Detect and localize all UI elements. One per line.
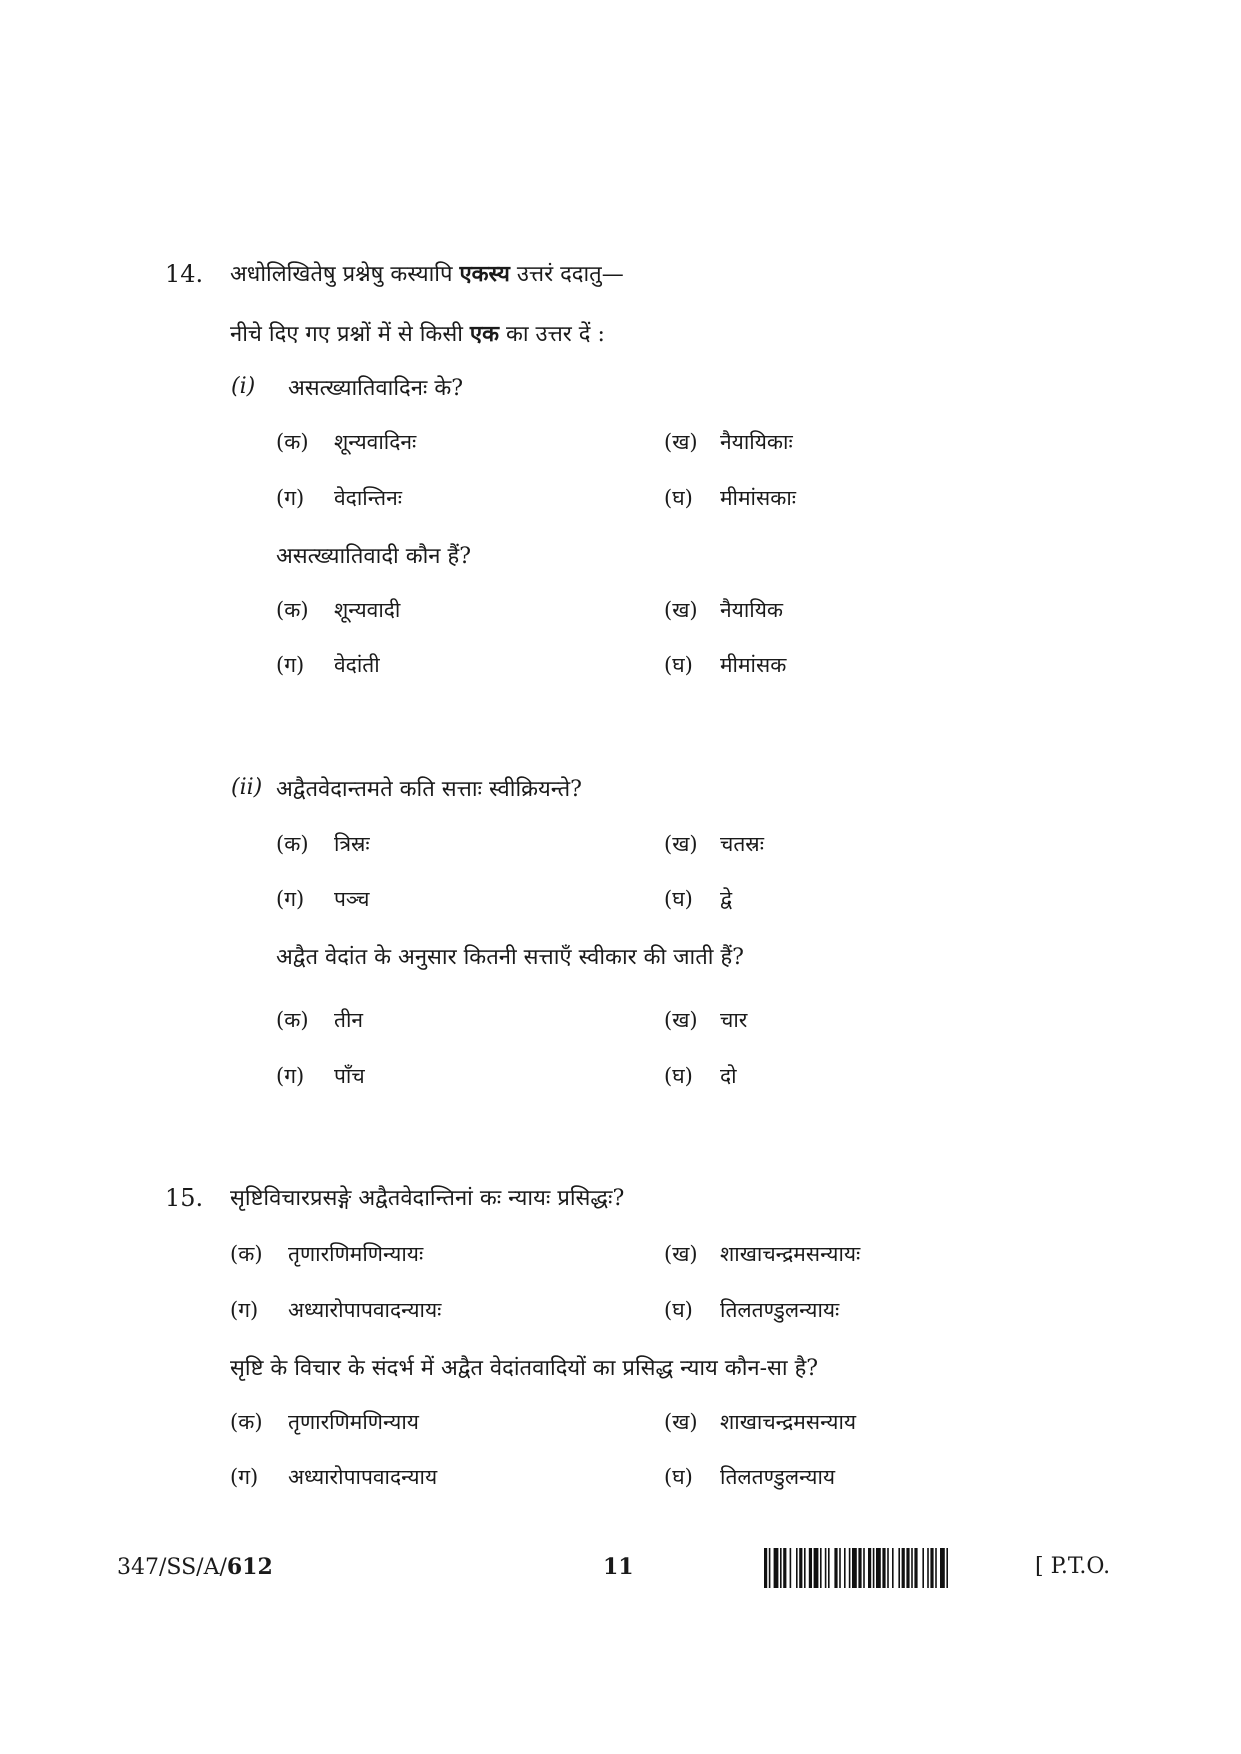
option-key: (क) (276, 832, 309, 856)
option-key: (घ) (664, 486, 693, 510)
option-text: मीमांसक (720, 653, 787, 677)
option-text: दो (720, 1064, 737, 1088)
question-14-number: 14. (165, 260, 204, 288)
option-key: (ख) (664, 1410, 698, 1434)
instruction-hi-bold: एक (469, 321, 499, 347)
option-text: शून्यवादिनः (334, 430, 417, 454)
option-text: नैयायिकाः (720, 430, 793, 454)
subquestion-ii-sanskrit: अद्वैतवेदान्तमते कति सत्ताः स्वीक्रियन्ते? (276, 777, 582, 802)
subquestion-i-label: (i) (231, 374, 256, 399)
instruction-sa-pre: अधोलिखितेषु प्रश्नेषु कस्यापि (230, 262, 460, 287)
option-text: चतस्रः (720, 832, 764, 856)
question-15-sanskrit: सृष्टिविचारप्रसङ्गे अद्वैतवेदान्तिनां कः न्यायः प्रसिद्धः? (230, 1186, 625, 1211)
subquestion-ii-label: (ii) (231, 775, 263, 800)
option-text: तृणारणिमणिन्यायः (288, 1242, 424, 1266)
option-text: पञ्च (334, 887, 370, 911)
question-15-number: 15. (165, 1184, 204, 1212)
option-text: तीन (334, 1008, 364, 1032)
option-text: पाँच (334, 1064, 365, 1088)
option-key: (क) (230, 1410, 263, 1434)
option-key: (ख) (664, 1008, 698, 1032)
subquestion-ii-hindi: अद्वैत वेदांत के अनुसार कितनी सत्ताएँ स्वीकार की जाती हैं? (276, 945, 744, 970)
page-number: 11 (603, 1554, 634, 1580)
option-text: शाखाचन्द्रमसन्यायः (720, 1242, 861, 1266)
option-key: (क) (230, 1242, 263, 1266)
instruction-sa-post: उत्तरं ददातु— (509, 262, 624, 287)
option-key: (घ) (664, 887, 693, 911)
paper-code (117, 1554, 273, 1580)
option-key: (ख) (664, 1242, 698, 1266)
option-text: तृणारणिमणिन्याय (288, 1410, 419, 1434)
question-15-hindi: सृष्टि के विचार के संदर्भ में अद्वैत वेदांतवादियों का प्रसिद्ध न्याय कौन-सा है? (230, 1356, 819, 1381)
option-text: नैयायिक (720, 598, 784, 622)
option-text: वेदान्तिनः (334, 486, 403, 510)
option-key: (ख) (664, 832, 698, 856)
option-key: (घ) (664, 653, 693, 677)
paper-code-prefix: 347/SS/A/ (117, 1555, 227, 1580)
option-key: (ग) (276, 887, 305, 911)
instruction-sa-bold: एकस्य (459, 261, 510, 287)
option-key: (क) (276, 430, 309, 454)
option-key: (घ) (664, 1298, 693, 1322)
option-key: (ग) (276, 486, 305, 510)
option-key: (ग) (276, 1064, 305, 1088)
question-14-instruction-sanskrit (230, 258, 624, 288)
option-text: वेदांती (334, 653, 380, 677)
option-text: शून्यवादी (334, 598, 401, 622)
option-key: (घ) (664, 1064, 693, 1088)
option-key: (ग) (230, 1465, 259, 1489)
subquestion-i-hindi: असत्ख्यातिवादी कौन हैं? (276, 544, 471, 569)
option-text: शाखाचन्द्रमसन्याय (720, 1410, 857, 1434)
option-text: मीमांसकाः (720, 486, 796, 510)
instruction-hi-post: का उत्तर दें : (498, 322, 605, 347)
option-text: तिलतण्डुलन्याय (720, 1465, 836, 1489)
option-key: (ख) (664, 430, 698, 454)
instruction-hi-pre: नीचे दिए गए प्रश्नों में से किसी (230, 322, 470, 347)
option-key: (क) (276, 598, 309, 622)
option-text: द्वे (720, 887, 733, 911)
pto-label: [ P.T.O. (1035, 1554, 1111, 1579)
barcode-icon (764, 1548, 1024, 1588)
option-text: चार (720, 1008, 748, 1032)
option-key: (ग) (276, 653, 305, 677)
option-text: त्रिस्रः (334, 832, 370, 856)
option-text: तिलतण्डुलन्यायः (720, 1298, 840, 1322)
option-text: अध्यारोपापवादन्यायः (288, 1298, 442, 1322)
option-key: (क) (276, 1008, 309, 1032)
option-key: (घ) (664, 1465, 693, 1489)
option-text: अध्यारोपापवादन्याय (288, 1465, 438, 1489)
subquestion-i-sanskrit: असत्ख्यातिवादिनः के? (288, 376, 464, 401)
option-key: (ग) (230, 1298, 259, 1322)
option-key: (ख) (664, 598, 698, 622)
paper-code-number: 612 (226, 1554, 273, 1580)
question-14-instruction-hindi (230, 318, 605, 348)
